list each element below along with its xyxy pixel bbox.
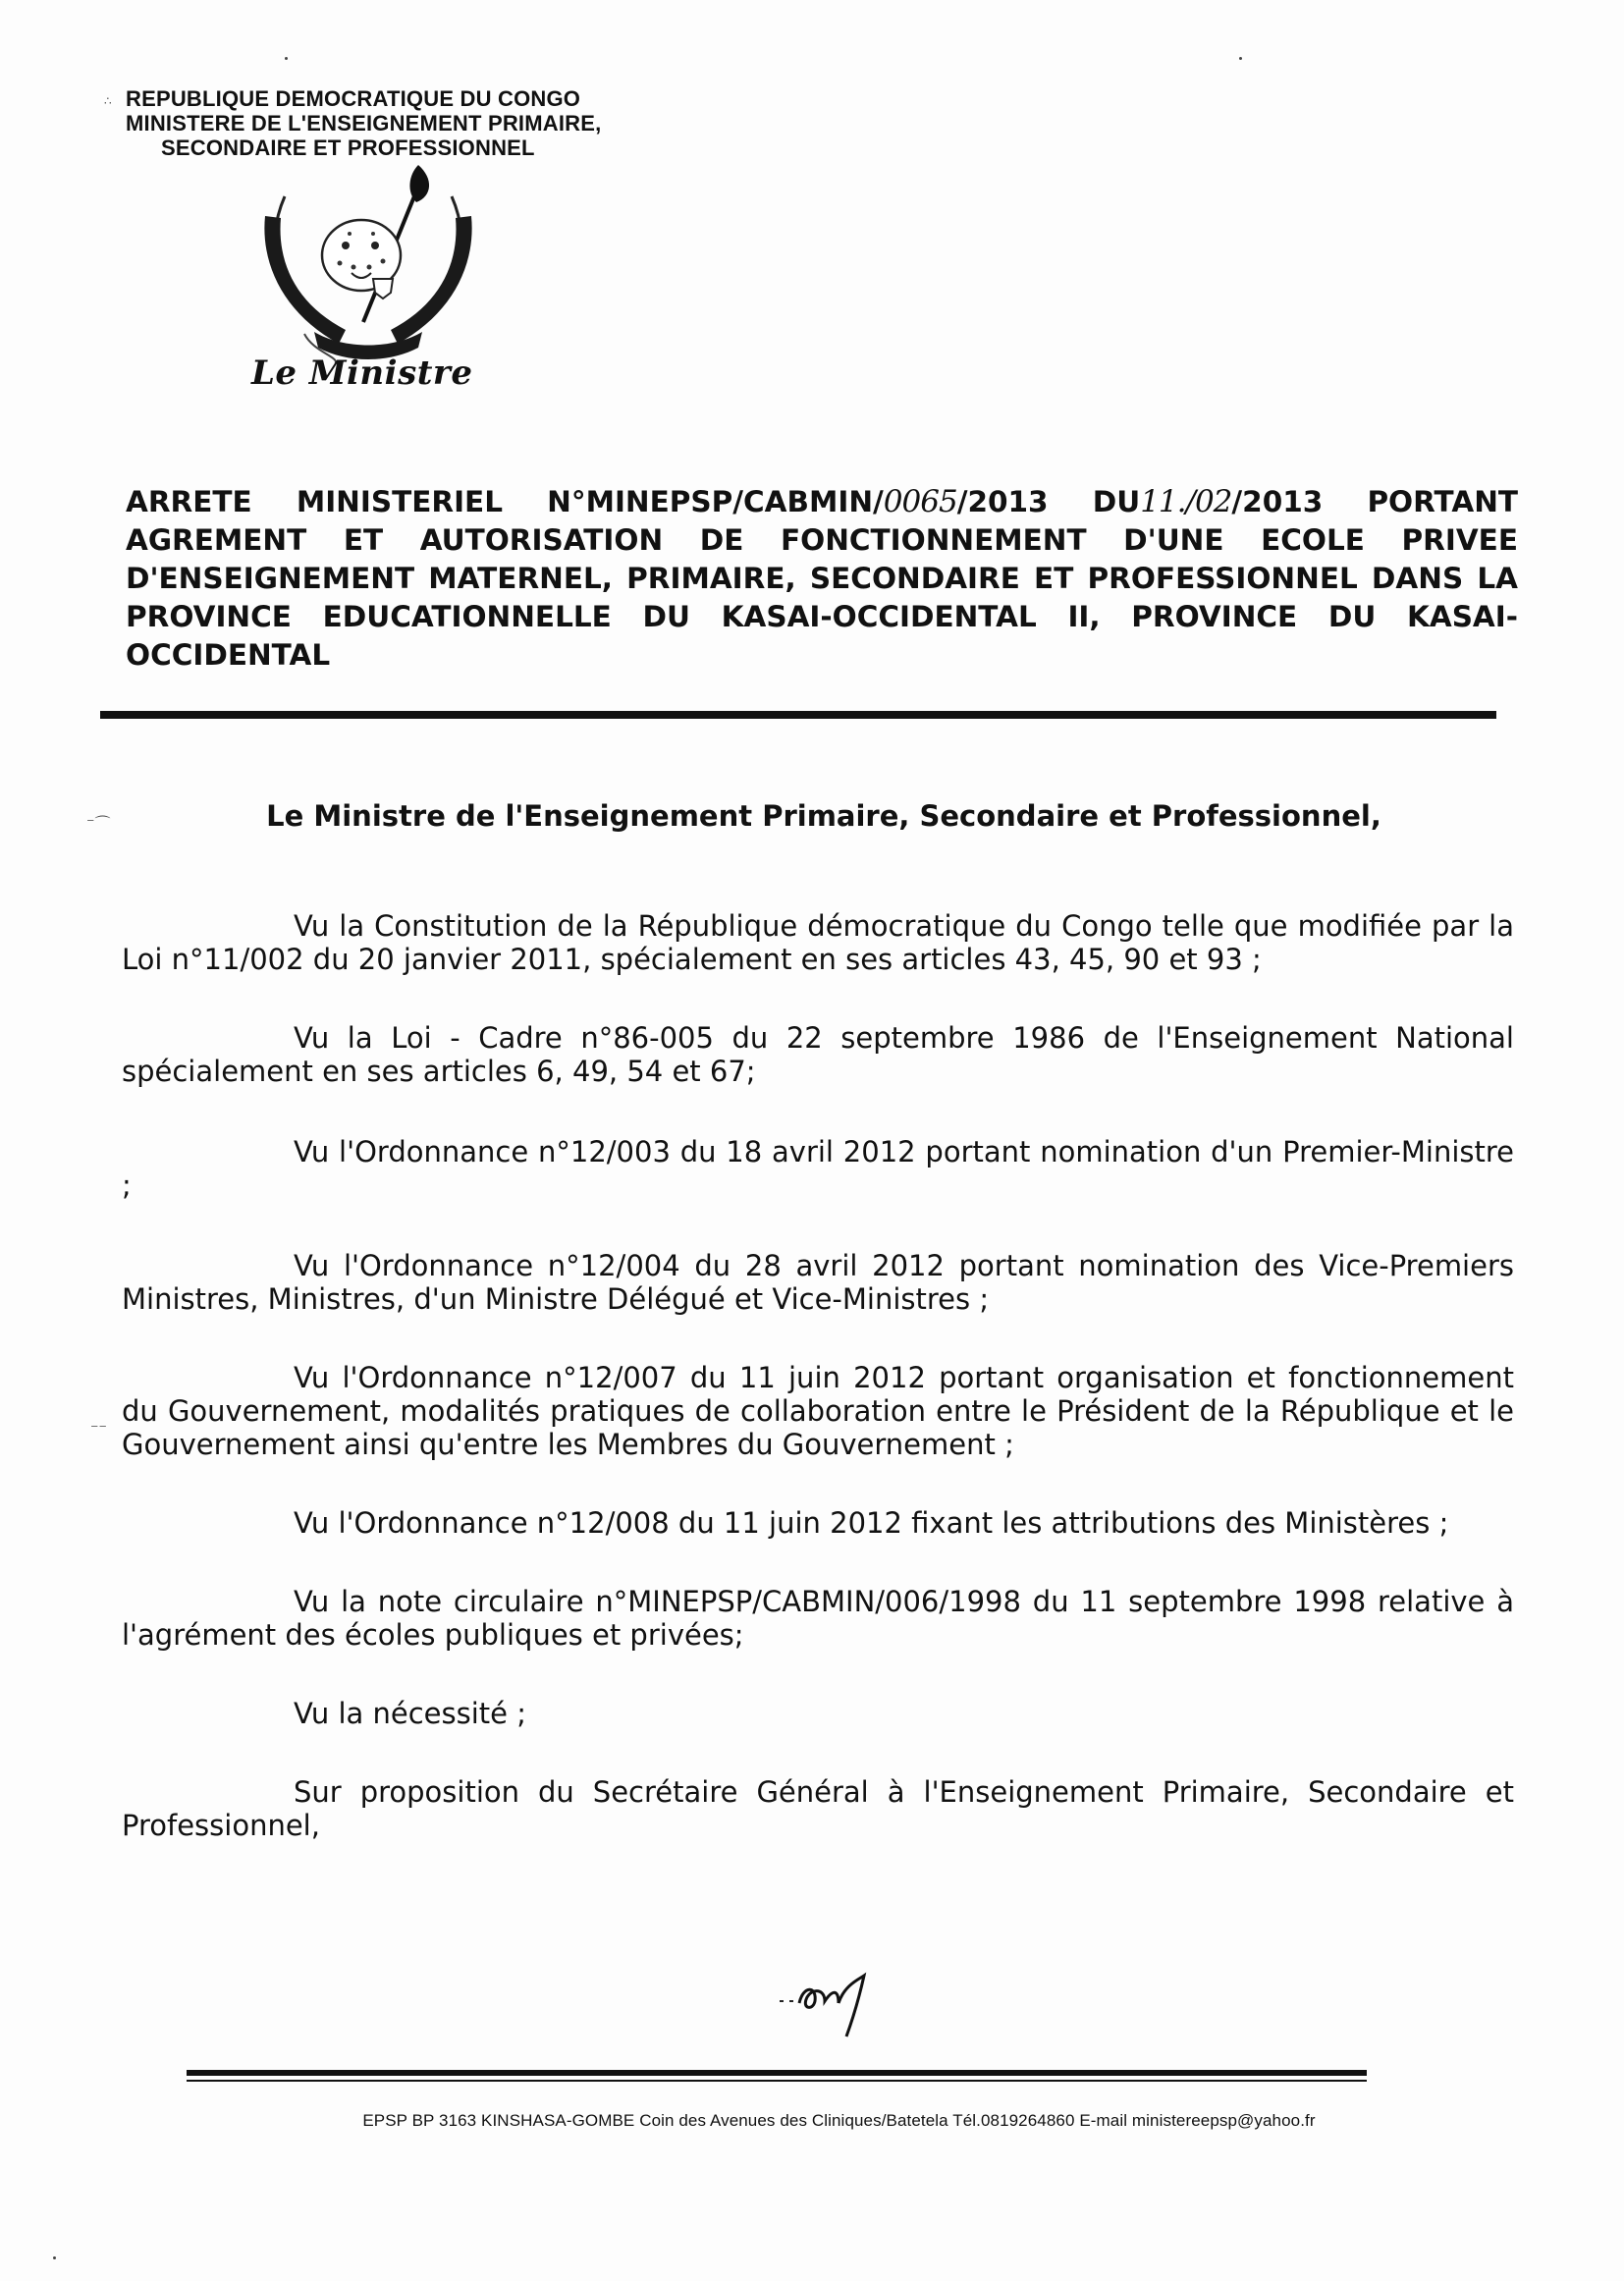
decree-date-separator: ./ bbox=[1176, 484, 1195, 519]
decree-month-handwritten: 02 bbox=[1194, 484, 1232, 519]
scan-speck bbox=[1239, 57, 1242, 60]
paragraph-proposition: Sur proposition du Secrétaire Général à l'Enseignement Primaire, Secondaire et Professionnel, bbox=[122, 1775, 1514, 1842]
paragraph-ordonnance-premier-ministre: Vu l'Ordonnance n°12/003 du 18 avril 2012 portant nomination d'un Premier-Ministre ; bbox=[122, 1135, 1514, 1202]
decree-body bbox=[122, 909, 1514, 1887]
margin-mark: ⁻⁻ bbox=[90, 1420, 107, 1439]
letterhead-republic: REPUBLIQUE DEMOCRATIQUE DU CONGO bbox=[126, 86, 581, 111]
paragraph-loi-cadre: Vu la Loi - Cadre n°86-005 du 22 septembre 1986 de l'Enseignement National spécialement en ses articles 6, 49, 54 et 67; bbox=[122, 1021, 1514, 1088]
footer-contact: EPSP BP 3163 KINSHASA-GOMBE Coin des Avenues des Cliniques/Batetela Tél.0819264860 E-mail ministereepsp@yahoo.fr bbox=[362, 2111, 1316, 2130]
paragraph-constitution: Vu la Constitution de la République démocratique du Congo telle que modifiée par la Loi n°11/002 du 20 janvier 2011, spécialement en ses articles 43, 45, 90 et 93 ; bbox=[122, 909, 1514, 976]
decree-title bbox=[126, 483, 1518, 675]
letterhead-ministry-cont: SECONDAIRE ET PROFESSIONNEL bbox=[161, 136, 535, 160]
paragraph-necessite: Vu la nécessité ; bbox=[294, 1697, 526, 1730]
scan-mark: ∴ bbox=[104, 94, 112, 108]
minister-heading: Le Ministre de l'Enseignement Primaire, Secondaire et Professionnel, bbox=[266, 799, 1381, 833]
coat-of-arms-emblem bbox=[245, 157, 491, 363]
scan-speck bbox=[285, 57, 288, 60]
decree-title-suffix: /2013 PORTANT AGREMENT ET AUTORISATION DE FONCTIONNEMENT D'UNE ECOLE PRIVEE D'ENSEIGNEMENT MATERNEL, PRIMAIRE, SECONDAIRE ET PROFESSIONNEL DANS LA PROVINCE EDUCATIONNELLE DU KASAI-OCCIDENTAL II, PROVINCE DU KASAI-OCCIDENTAL bbox=[126, 485, 1519, 672]
paragraph-ordonnance-ministres: Vu l'Ordonnance n°12/004 du 28 avril 2012 portant nomination des Vice-Premiers Ministres, Ministres, d'un Ministre Délégué et Vice-Ministres ; bbox=[122, 1249, 1514, 1316]
decree-title-year: /2013 DU bbox=[956, 485, 1141, 518]
paragraph-note-circulaire: Vu la note circulaire n°MINEPSP/CABMIN/006/1998 du 11 septembre 1998 relative à l'agrément des écoles publiques et privées; bbox=[122, 1585, 1514, 1652]
decree-title-prefix: ARRETE MINISTERIEL N°MINEPSP/CABMIN/ bbox=[126, 485, 884, 518]
paragraph-ordonnance-gouvernement: Vu l'Ordonnance n°12/007 du 11 juin 2012 portant organisation et fonctionnement du Gouvernement, modalités pratiques de collaboration entre le Président de la République et le Gouvernement ainsi qu'entre les Membres du Gouvernement ; bbox=[122, 1361, 1514, 1461]
initials-signature bbox=[774, 1960, 882, 2038]
scan-speck bbox=[53, 2256, 56, 2259]
title-divider bbox=[100, 711, 1496, 719]
signatory-title: Le Ministre bbox=[251, 353, 473, 393]
decree-day-handwritten: 11 bbox=[1140, 484, 1177, 519]
footer-divider-thick bbox=[187, 2070, 1367, 2076]
footer-divider-thin bbox=[187, 2080, 1367, 2082]
margin-mark: ⁻⌒ bbox=[86, 814, 111, 833]
letterhead-ministry: MINISTERE DE L'ENSEIGNEMENT PRIMAIRE, bbox=[126, 111, 602, 136]
decree-number-handwritten: 0065 bbox=[883, 484, 957, 519]
paragraph-ordonnance-attributions: Vu l'Ordonnance n°12/008 du 11 juin 2012 fixant les attributions des Ministères ; bbox=[294, 1506, 1449, 1540]
letterhead bbox=[104, 86, 676, 160]
